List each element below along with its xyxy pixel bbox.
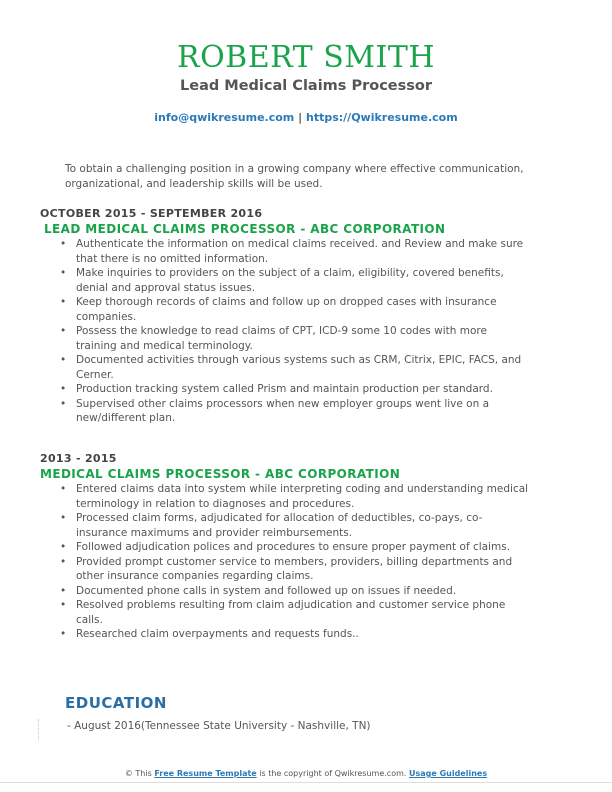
education-entry: - August 2016(Tennessee State University - Nashville, TN) (67, 720, 371, 732)
list-item: • Provided prompt customer service to members, providers, billing departments and other insurance companies regarding claims. (76, 555, 530, 584)
list-item: • Keep thorough records of claims and follow up on dropped cases with insurance companies. (76, 295, 530, 324)
usage-guidelines-link[interactable]: Usage Guidelines (408, 769, 488, 778)
list-item: • Resolved problems resulting from claim adjudication and customer service phone calls. (76, 598, 530, 627)
footer-copyright: is the copyright of Qwikresume.com. (259, 769, 407, 778)
education-divider (38, 719, 40, 741)
job-entry (40, 452, 530, 642)
list-item: • Authenticate the information on medical claims received. and Review and make sure that there is no omitted information. (76, 237, 530, 266)
candidate-role: Lead Medical Claims Processor (180, 78, 432, 94)
footer (0, 768, 612, 780)
list-item: • Processed claim forms, adjudicated for allocation of deductibles, co-pays, co-insurance maximums and provider reimbursements. (76, 511, 530, 540)
summary-text: To obtain a challenging position in a growing company where effective communication, organizational, and leadership skills will be used. (65, 163, 524, 190)
list-item: • Followed adjudication polices and procedures to ensure proper payment of claims. (76, 540, 530, 555)
education-heading: EDUCATION (65, 694, 167, 712)
email-link[interactable]: info@qwikresume.com (154, 111, 295, 124)
contact-line (0, 110, 612, 126)
list-item: • Documented activities through various systems such as CRM, Citrix, EPIC, FACS, and Cerner. (76, 353, 530, 382)
footer-prefix: © This (124, 769, 152, 778)
list-item: • Possess the knowledge to read claims of CPT, ICD-9 some 10 codes with more training and medical terminology. (76, 324, 530, 353)
list-item: • Entered claims data into system while interpreting coding and understanding medical terminology in relation to diagnoses and procedures. (76, 482, 530, 511)
free-resume-template-link[interactable]: Free Resume Template (154, 769, 257, 778)
list-item: • Production tracking system called Prism and maintain production per standard. (76, 382, 530, 397)
job-entry (40, 207, 530, 426)
list-item: • Supervised other claims processors when new employer groups went live on a new/different plan. (76, 397, 530, 426)
list-item: • Researched claim overpayments and requests funds.. (76, 627, 530, 642)
footer-divider (0, 782, 612, 783)
list-item: • Make inquiries to providers on the subject of a claim, eligibility, covered benefits, denial and approval status issues. (76, 266, 530, 295)
website-link[interactable]: https://Qwikresume.com (305, 111, 458, 124)
contact-separator: | (298, 111, 303, 124)
job-bullets (40, 482, 530, 642)
list-item: • Documented phone calls in system and followed up on issues if needed. (76, 584, 530, 599)
job-dates: OCTOBER 2015 - SEPTEMBER 2016 (40, 207, 263, 220)
job-title: LEAD MEDICAL CLAIMS PROCESSOR - ABC CORPORATION (44, 222, 446, 236)
candidate-name: ROBERT SMITH (176, 40, 436, 75)
job-dates: 2013 - 2015 (40, 452, 117, 465)
job-title: MEDICAL CLAIMS PROCESSOR - ABC CORPORATION (40, 467, 401, 481)
job-bullets (40, 237, 530, 426)
